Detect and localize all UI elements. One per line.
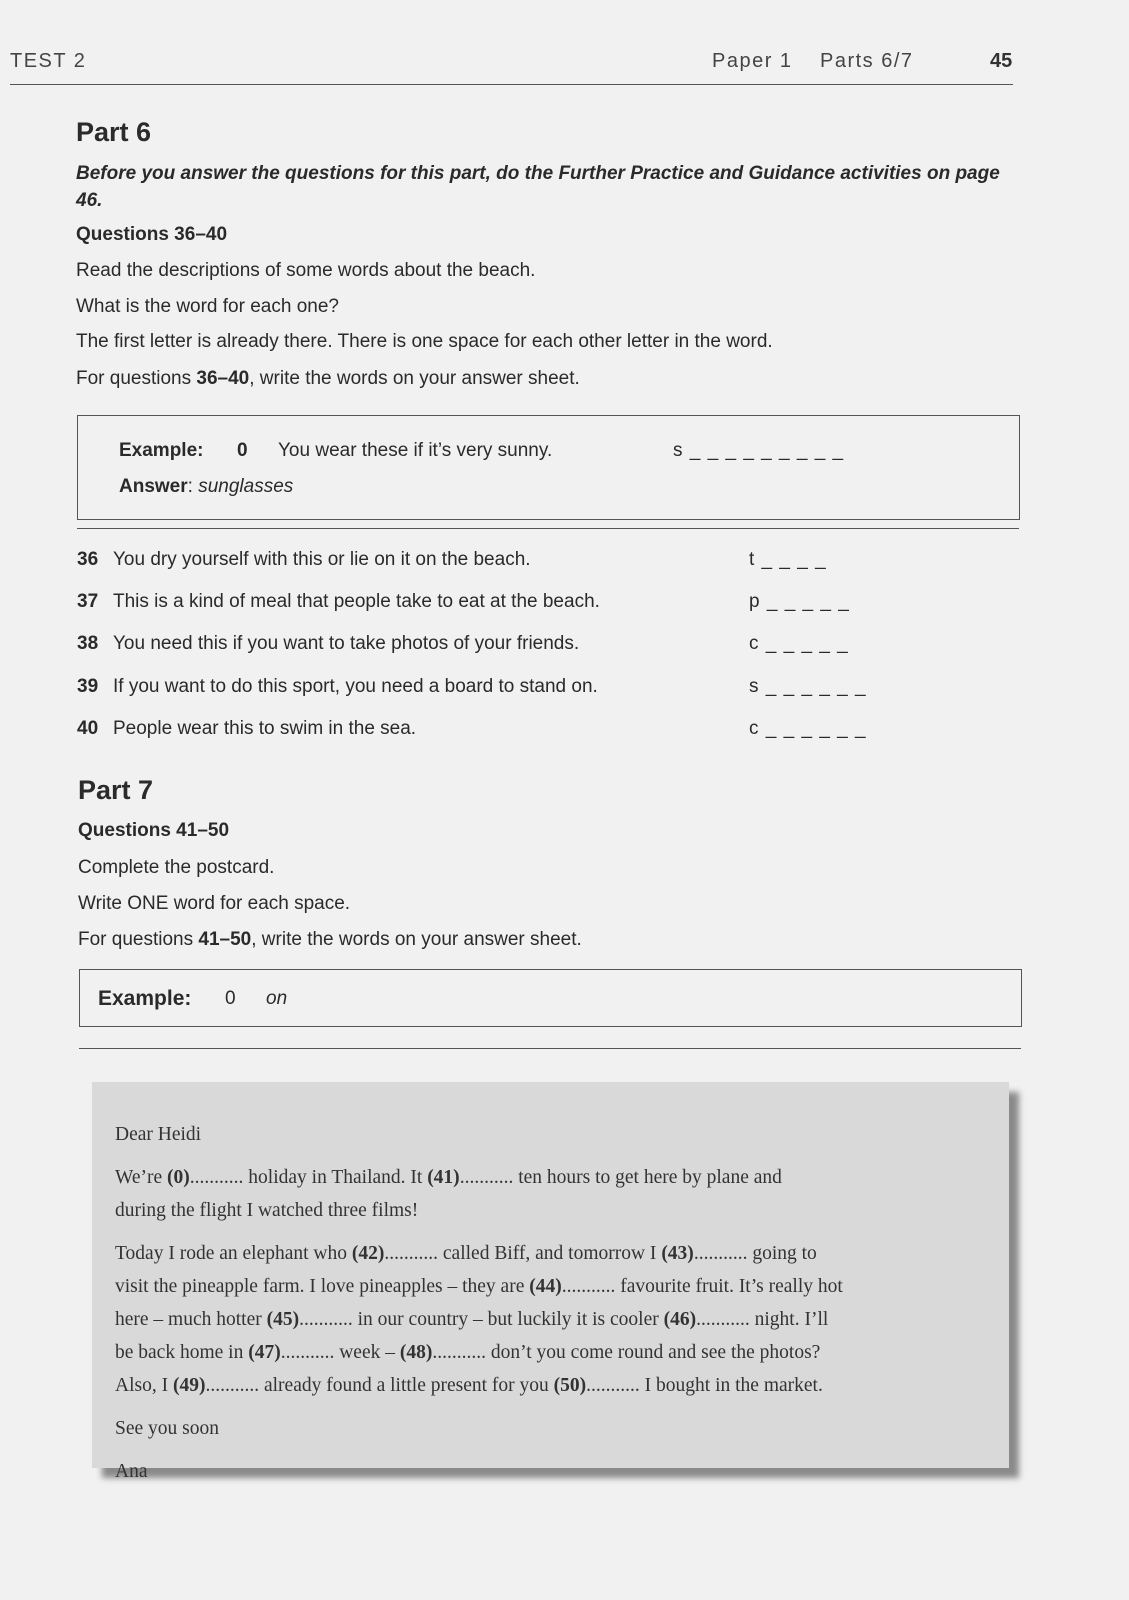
- question-38: 38 You need this if you want to take photos of your friends. c _ _ _ _ _: [77, 633, 849, 654]
- divider: [79, 1048, 1021, 1049]
- postcard-text: visit the pineapple farm. I love pineapples – they are: [115, 1276, 530, 1297]
- example-answer: on: [266, 988, 288, 1009]
- part-6-title: Part 6: [76, 117, 152, 147]
- gap-number: (46): [663, 1309, 697, 1330]
- part-7-questions-label: Questions 41–50: [78, 820, 230, 841]
- postcard-signature: Ana: [115, 1461, 148, 1482]
- instruction-line: Complete the postcard.: [78, 857, 275, 878]
- example-box: [79, 969, 1022, 1027]
- answer-blank: p _ _ _ _ _: [749, 591, 850, 612]
- postcard-line: [115, 1161, 1009, 1194]
- postcard-text: Today I rode an elephant who: [115, 1243, 352, 1264]
- page-number: 45: [990, 50, 1013, 72]
- example-blank: s _ _ _ _ _ _ _ _ _: [673, 440, 845, 461]
- divider: [77, 528, 1019, 529]
- postcard: [92, 1082, 1009, 1482]
- example-text: You wear these if it’s very sunny.: [278, 440, 553, 461]
- answer-blank: c _ _ _ _ _: [749, 633, 849, 654]
- example-label: Example:: [98, 987, 192, 1010]
- paper-label: Paper 1: [712, 50, 793, 72]
- instruction-line: The first letter is already there. There is one space for each other letter in the word.: [76, 331, 773, 352]
- postcard-text: during the flight I watched three films!: [115, 1200, 419, 1221]
- postcard-text: ........... favourite fruit. It’s really hot: [561, 1276, 843, 1297]
- gap-number: (42): [351, 1243, 385, 1264]
- example-label: Example:: [119, 440, 204, 461]
- postcard-text: ........... don’t you come round and see the photos?: [432, 1342, 821, 1363]
- gap-number: (50): [553, 1375, 587, 1396]
- answer-blank: t _ _ _ _: [749, 549, 827, 570]
- gap-number: (48): [399, 1342, 433, 1363]
- postcard-closing: See you soon: [115, 1418, 219, 1439]
- answer-blank: s _ _ _ _ _ _: [749, 676, 867, 697]
- question-36: 36 You dry yourself with this or lie on it on the beach. t _ _ _ _: [77, 549, 827, 570]
- example-answer: Answer: sunglasses: [119, 476, 294, 497]
- postcard-text: here – much hotter: [115, 1309, 267, 1330]
- instruction-line: For questions 41–50, write the words on your answer sheet.: [78, 929, 582, 950]
- postcard-text: ........... week –: [280, 1342, 400, 1363]
- postcard-paragraph: [115, 1161, 1009, 1227]
- gap-number: (49): [172, 1375, 206, 1396]
- postcard-paragraph: [115, 1237, 1009, 1402]
- part-6-instruction: Before you answer the questions for this part, do the Further Practice and Guidance activities on page 46.: [76, 163, 1000, 211]
- postcard-text: ........... night. I’ll: [696, 1309, 829, 1330]
- postcard-text: We’re: [115, 1167, 168, 1188]
- example-number: 0: [237, 440, 248, 461]
- postcard-line: [115, 1336, 1009, 1369]
- instruction-line: What is the word for each one?: [76, 296, 339, 317]
- example-box: [77, 415, 1020, 520]
- postcard-text: Also, I: [115, 1375, 173, 1396]
- gap-number: (43): [661, 1243, 694, 1264]
- postcard-line: [115, 1270, 1009, 1303]
- question-39: 39 If you want to do this sport, you need a board to stand on. s _ _ _ _ _ _: [77, 676, 867, 697]
- postcard-text: be back home in: [115, 1342, 249, 1363]
- parts-label: Parts 6/7: [820, 50, 914, 72]
- instruction-line: For questions 36–40, write the words on your answer sheet.: [76, 368, 580, 389]
- gap-number: (45): [266, 1309, 300, 1330]
- part-6-questions-label: Questions 36–40: [76, 224, 228, 245]
- postcard-text: ........... I bought in the market.: [586, 1375, 823, 1396]
- postcard-line: [115, 1237, 1009, 1270]
- postcard-line: [115, 1369, 1009, 1402]
- postcard-line: [115, 1194, 1009, 1227]
- header-divider: [10, 84, 1013, 85]
- postcard-text: ........... in our country – but luckily it is cooler: [299, 1309, 664, 1330]
- gap-number: (0): [167, 1167, 190, 1188]
- test-label: TEST 2: [10, 50, 87, 72]
- postcard-text: ........... ten hours to get here by plane and: [459, 1167, 782, 1188]
- instruction-line: Read the descriptions of some words about the beach.: [76, 260, 536, 281]
- postcard-greeting: Dear Heidi: [115, 1124, 202, 1145]
- gap-number: (44): [529, 1276, 562, 1297]
- postcard-text: ........... called Biff, and tomorrow I: [384, 1243, 662, 1264]
- postcard-text: ........... already found a little present for you: [205, 1375, 554, 1396]
- postcard-text: ........... going to: [693, 1243, 817, 1264]
- question-37: 37 This is a kind of meal that people take to eat at the beach. p _ _ _ _ _: [77, 591, 850, 612]
- example-number: 0: [225, 988, 236, 1009]
- postcard-line: [115, 1303, 1009, 1336]
- gap-number: (41): [427, 1167, 460, 1188]
- postcard-text: ........... holiday in Thailand. It: [189, 1167, 428, 1188]
- instruction-line: Write ONE word for each space.: [78, 893, 351, 914]
- part-7-title: Part 7: [78, 775, 154, 805]
- gap-number: (47): [248, 1342, 281, 1363]
- answer-blank: c _ _ _ _ _ _: [749, 718, 867, 739]
- question-40: 40 People wear this to swim in the sea. c _ _ _ _ _ _: [77, 718, 867, 739]
